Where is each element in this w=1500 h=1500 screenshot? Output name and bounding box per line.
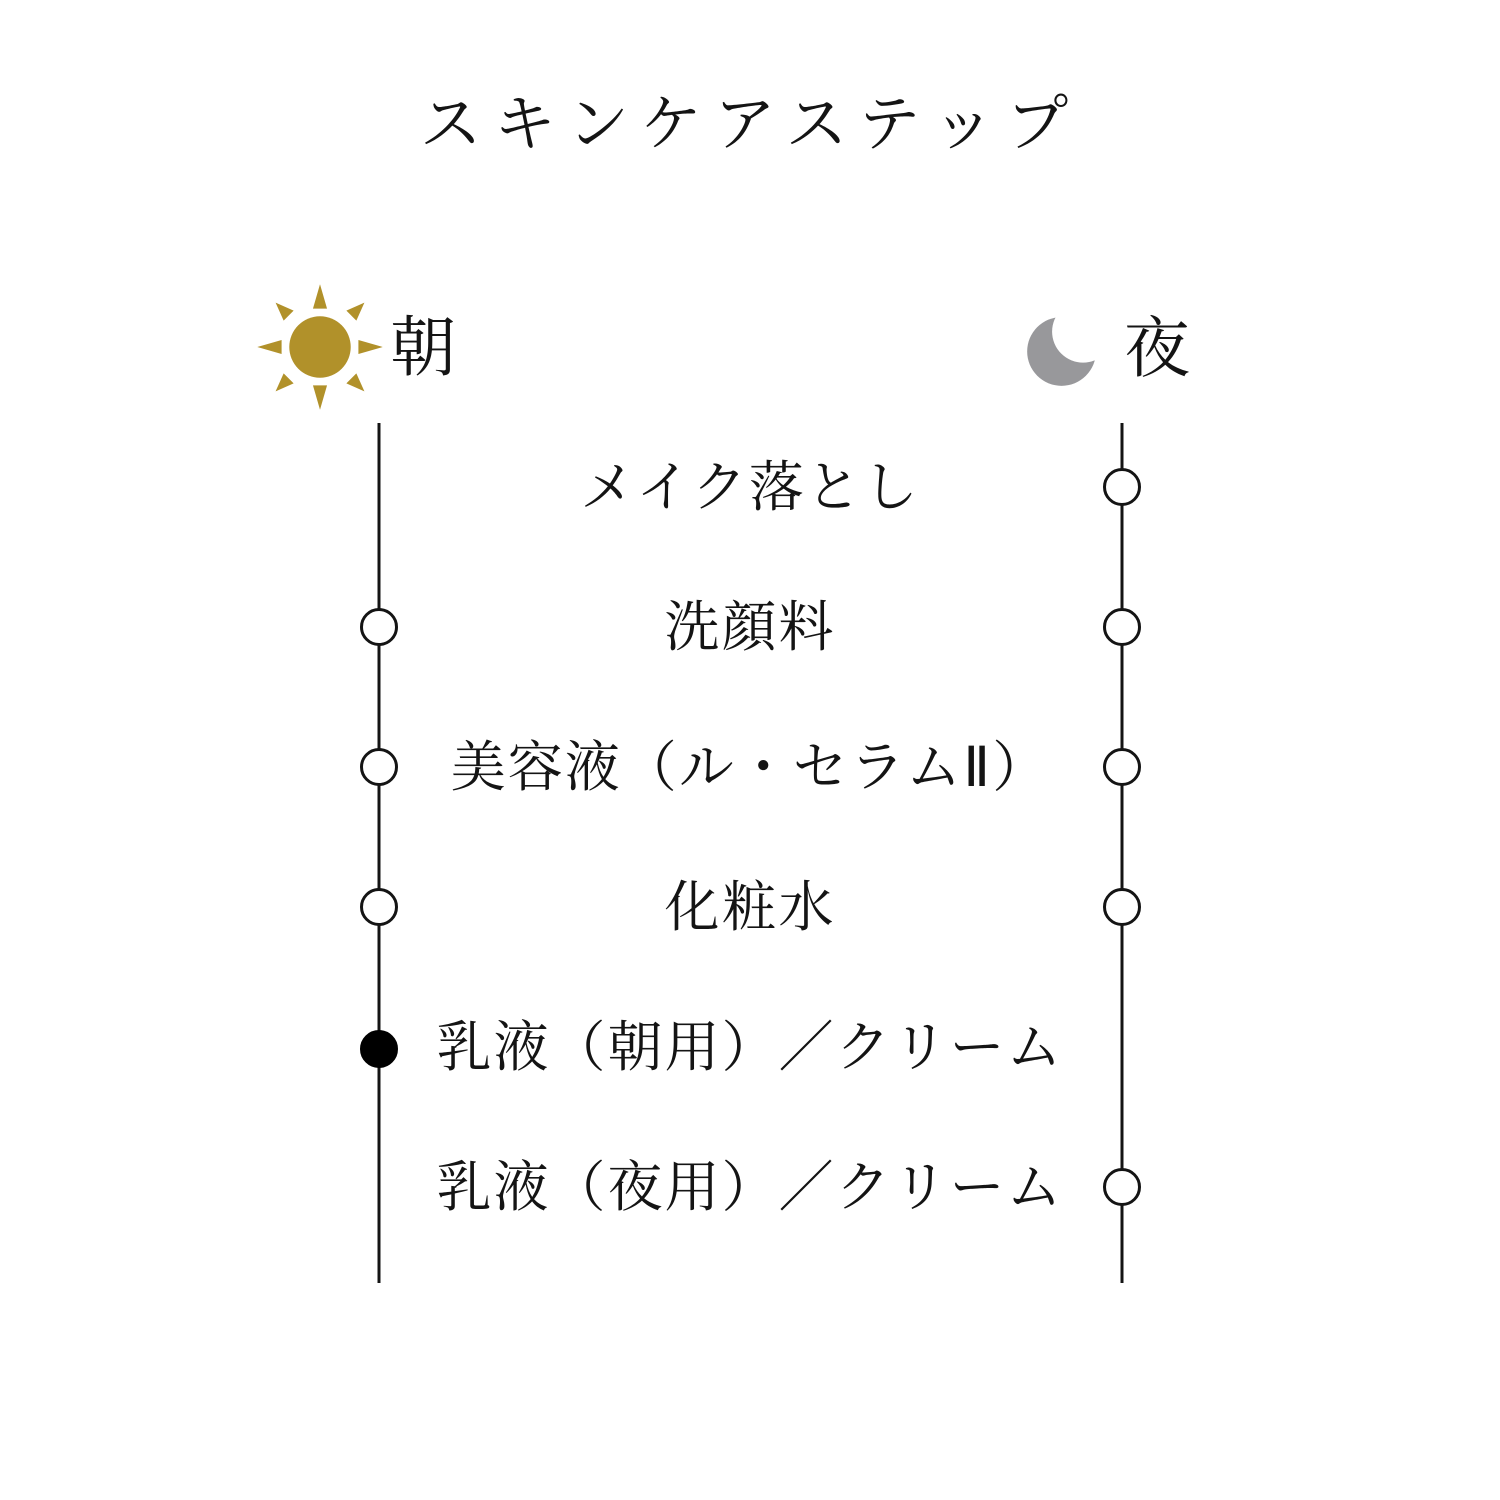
night-step-marker	[1103, 468, 1141, 506]
morning-column-header	[256, 283, 456, 411]
night-step-marker	[1103, 1168, 1141, 1206]
step-label-face-wash: 洗顔料	[664, 596, 836, 658]
morning-step-marker	[360, 748, 398, 786]
morning-label: 朝	[390, 310, 456, 384]
sun-icon	[256, 283, 384, 411]
page-title: スキンケアステップ	[419, 90, 1081, 159]
step-label-milk-morning: 乳液（朝用）／クリーム	[436, 1016, 1064, 1078]
night-step-marker	[1103, 888, 1141, 926]
night-step-marker	[1103, 608, 1141, 646]
morning-step-marker	[360, 888, 398, 926]
night-step-marker	[1103, 748, 1141, 786]
night-label: 夜	[1124, 311, 1190, 385]
moon-icon	[1022, 302, 1108, 394]
night-column-header	[1022, 302, 1190, 394]
step-label-serum: 美容液（ル・セラムⅡ）	[450, 736, 1050, 798]
morning-step-marker	[360, 608, 398, 646]
step-label-makeup-remover: メイク落とし	[580, 456, 920, 518]
step-label-toner: 化粧水	[664, 876, 836, 938]
step-label-milk-night: 乳液（夜用）／クリーム	[436, 1156, 1064, 1218]
morning-step-marker	[360, 1030, 398, 1068]
